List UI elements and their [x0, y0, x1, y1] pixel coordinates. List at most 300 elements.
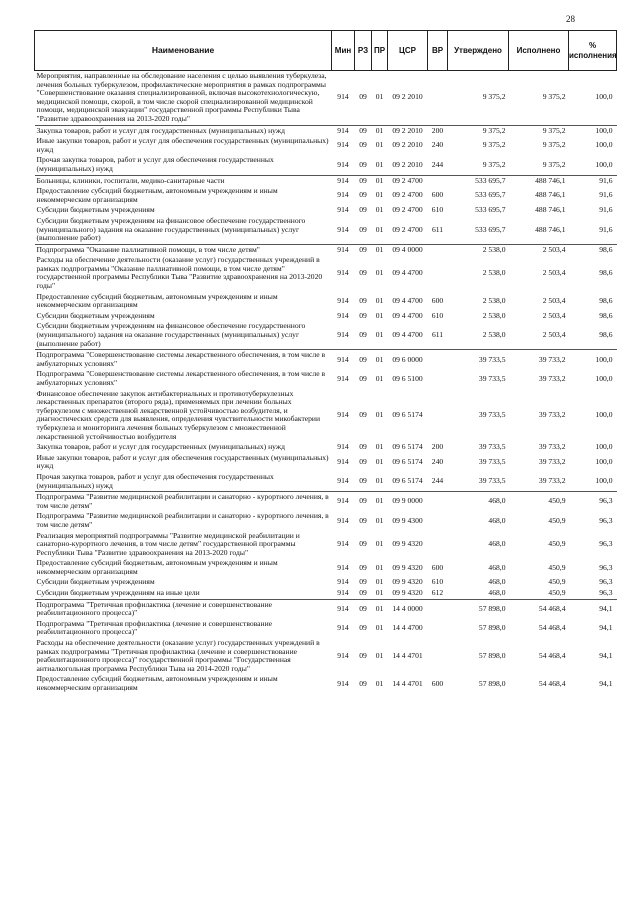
table-row	[35, 577, 617, 588]
row-name: Подпрограмма "Третичная профилактика (лечение и совершенствование реабилитационного процесса)"	[35, 599, 332, 619]
row-executed: 39 733,2	[538, 457, 566, 467]
row-pr: 01	[375, 373, 384, 383]
row-approved: 9 375,2	[482, 92, 506, 102]
row-approved: 57 898,0	[478, 650, 506, 660]
table-row	[35, 369, 617, 388]
row-executed: 450,9	[548, 539, 566, 549]
row-percent: 98,6	[569, 244, 617, 255]
row-name: Иные закупки товаров, работ и услуг для обеспечения государственных (муниципальных) нужд	[36, 452, 329, 471]
row-vr: 240	[431, 457, 444, 467]
table-row	[35, 175, 617, 186]
row-pr: 01	[375, 476, 384, 486]
row-name: Расходы на обеспечение деятельности (оказание услуг) государственных учреждений в рамках подпрограммы "Оказание паллиативной помощи, в том числе детям" государственной программы Республики Тыва "Развитие здравоохранения на 2013-2020 годы"	[36, 255, 323, 291]
table-row	[35, 311, 617, 322]
row-min: 914	[337, 678, 349, 688]
row-name: Финансовое обеспечение закупок антибактериальных и противотуберкулезных лекарственных препаратов (второго ряда), применяемых при лечении больных туберкулезом с множественной лекарственной устойчивостью возбудителя, и диагностических средств для выявления, определения чувствительности микобактерии туберкулеза и мониторинга лечения больных туберкулезом с множественной лекарственной устойчивостью возбудителя	[36, 388, 321, 441]
row-pr: 01	[375, 310, 384, 320]
row-vr: 600	[431, 190, 444, 200]
row-executed: 2 503,4	[509, 244, 569, 255]
row-pr: 01	[372, 125, 388, 136]
row-rz: 09	[359, 330, 367, 340]
row-percent: 91,6	[569, 175, 617, 186]
row-percent: 98,6	[599, 330, 613, 340]
row-name: Предоставление субсидий бюджетным, автономным учреждениям и иным некоммерческим организациям	[36, 674, 278, 692]
row-rz: 09	[359, 268, 367, 278]
row-csr: 09 9 0000	[388, 492, 428, 512]
row-min: 914	[337, 330, 349, 340]
row-vr	[428, 511, 448, 530]
row-min: 914	[337, 310, 349, 320]
row-rz: 09	[359, 295, 367, 305]
row-rz: 09	[355, 244, 372, 255]
row-name: Иные закупки товаров, работ и услуг для обеспечения государственных (муниципальных) нужд	[36, 136, 329, 154]
row-rz: 09	[359, 562, 367, 572]
row-percent: 100,0	[595, 410, 613, 420]
row-rz: 09	[359, 476, 367, 486]
row-approved: 39 733,5	[478, 476, 506, 486]
row-approved: 2 538,0	[482, 295, 506, 305]
row-percent: 100,0	[595, 476, 613, 486]
table-row	[35, 619, 617, 638]
row-executed: 2 503,4	[542, 268, 566, 278]
row-csr: 09 9 4300	[392, 515, 423, 525]
row-csr: 09 9 4320	[392, 577, 423, 587]
row-min: 914	[337, 623, 349, 633]
row-name: Подпрограмма "Развитие медицинской реабилитации и санаторно - курортного лечения, в том числе детям"	[36, 511, 329, 529]
row-min: 914	[332, 599, 355, 619]
row-pr: 01	[375, 623, 384, 633]
row-csr: 09 2 4700	[392, 205, 423, 215]
table-row	[35, 453, 617, 472]
row-csr: 09 6 5174	[392, 457, 423, 467]
row-vr: 600	[431, 295, 444, 305]
row-min: 914	[337, 205, 349, 215]
row-approved: 468,0	[488, 577, 506, 587]
row-percent: 94,1	[569, 599, 617, 619]
row-csr: 09 9 4320	[392, 588, 423, 598]
row-name: Субсидии бюджетным учреждениям на иные цели	[36, 588, 200, 598]
row-min: 914	[337, 562, 349, 572]
row-pr: 01	[375, 562, 384, 572]
row-vr: 600	[431, 678, 444, 688]
row-min: 914	[332, 492, 355, 512]
row-rz: 09	[355, 350, 372, 370]
row-percent: 96,3	[599, 539, 613, 549]
row-name: Субсидии бюджетным учреждениям	[36, 310, 155, 320]
row-name: Мероприятия, направленные на обследование населения с целью выявления туберкулеза, лечения больных туберкулезом, профилактические мероприятия в рамках подпрограммы "Совершенствование оказания специализированной, включая высокотехнологическую, медицинской помощи, скорой, в том числе скорой специализированной медицинской помощи, медицинской эвакуации" государственной программы Республики Тыва "Развитие здравоохранения на 2013-2020 годы"	[36, 71, 327, 123]
row-min: 914	[337, 457, 349, 467]
row-percent: 91,6	[599, 205, 613, 215]
row-approved: 468,0	[488, 588, 506, 598]
row-min: 914	[337, 650, 349, 660]
row-pr: 01	[375, 442, 384, 452]
row-rz: 09	[359, 310, 367, 320]
table-row	[35, 511, 617, 530]
table-row	[35, 186, 617, 205]
row-name: Реализация мероприятий подпрограммы "Развитие медицинской реабилитации и санаторно-курортного лечения, в том числе детям" государственной программы Республики Тыва "Развитие здравоохранения на 2013-2020 годы"	[36, 530, 300, 557]
row-rz: 09	[355, 125, 372, 136]
row-percent: 100,0	[595, 159, 613, 169]
row-csr: 09 4 0000	[388, 244, 428, 255]
row-percent: 96,3	[599, 515, 613, 525]
row-pr: 01	[375, 295, 384, 305]
row-rz: 09	[355, 492, 372, 512]
row-csr: 09 9 4320	[392, 539, 423, 549]
row-min: 914	[337, 140, 349, 150]
row-vr	[428, 599, 448, 619]
row-rz: 09	[359, 577, 367, 587]
row-executed: 39 733,2	[538, 373, 566, 383]
row-approved: 2 538,0	[482, 330, 506, 340]
row-pr: 01	[375, 577, 384, 587]
row-approved: 533 695,7	[475, 205, 506, 215]
table-row	[35, 125, 617, 136]
row-vr: 200	[431, 442, 444, 452]
row-rz: 09	[359, 205, 367, 215]
row-approved: 57 898,0	[478, 678, 506, 688]
table-row	[35, 292, 617, 311]
table-row	[35, 531, 617, 559]
row-vr	[428, 389, 448, 443]
header-rz: РЗ	[355, 31, 372, 71]
row-pr: 01	[375, 140, 384, 150]
table-row	[35, 350, 617, 370]
row-executed: 9 375,2	[542, 140, 566, 150]
row-approved: 57 898,0	[478, 623, 506, 633]
row-csr: 09 4 4700	[392, 295, 423, 305]
header-pr: ПР	[372, 31, 388, 71]
row-percent: 96,3	[599, 562, 613, 572]
header-min: Мин	[332, 31, 355, 71]
row-name: Субсидии бюджетным учреждениям	[36, 577, 155, 587]
row-pr: 01	[375, 588, 384, 598]
row-vr: 600	[431, 562, 444, 572]
row-csr: 09 6 5174	[392, 410, 423, 420]
row-approved: 533 695,7	[448, 175, 509, 186]
row-executed: 488 746,1	[535, 190, 566, 200]
row-min: 914	[337, 442, 349, 452]
table-body	[35, 71, 617, 694]
table-row	[35, 244, 617, 255]
row-executed: 2 503,4	[542, 295, 566, 305]
row-percent: 94,1	[599, 623, 613, 633]
row-approved: 9 375,2	[448, 125, 509, 136]
row-pr: 01	[375, 190, 384, 200]
row-rz: 09	[355, 599, 372, 619]
row-pr: 01	[375, 410, 384, 420]
row-name: Подпрограмма "Развитие медицинской реабилитации и санаторно - курортного лечения, в том числе детям"	[35, 492, 332, 512]
row-min: 914	[337, 476, 349, 486]
row-csr: 09 2 2010	[392, 159, 423, 169]
row-approved: 468,0	[448, 492, 509, 512]
row-executed: 450,9	[548, 577, 566, 587]
row-percent: 94,1	[599, 650, 613, 660]
row-approved: 39 733,5	[478, 410, 506, 420]
row-percent: 100,0	[569, 125, 617, 136]
row-min: 914	[332, 175, 355, 186]
row-csr: 14 4 4701	[392, 650, 423, 660]
row-vr: 244	[431, 476, 444, 486]
row-rz: 09	[359, 410, 367, 420]
table-row	[35, 136, 617, 155]
row-executed: 488 746,1	[509, 175, 569, 186]
row-executed: 39 733,2	[538, 442, 566, 452]
row-percent: 91,6	[599, 224, 613, 234]
row-executed: 54 468,4	[509, 599, 569, 619]
table-row	[35, 71, 617, 126]
table-row	[35, 155, 617, 175]
row-min: 914	[332, 350, 355, 370]
row-name: Подпрограмма "Третичная профилактика (лечение и совершенствование реабилитационного процесса)"	[36, 618, 273, 637]
table-row	[35, 674, 617, 693]
row-csr: 09 2 4700	[392, 190, 423, 200]
row-vr: 200	[428, 125, 448, 136]
row-pr: 01	[375, 224, 384, 234]
row-min: 914	[332, 125, 355, 136]
row-name: Прочая закупка товаров, работ и услуг для обеспечения государственных (муниципальных) нужд	[36, 471, 274, 490]
row-approved: 39 733,5	[448, 350, 509, 370]
row-min: 914	[337, 515, 349, 525]
row-rz: 09	[359, 515, 367, 525]
row-vr	[428, 531, 448, 559]
row-percent: 96,3	[599, 588, 613, 598]
row-csr: 14 4 4700	[392, 623, 423, 633]
row-csr: 09 6 5174	[392, 442, 423, 452]
row-rz: 09	[359, 623, 367, 633]
row-percent: 100,0	[595, 373, 613, 383]
row-min: 914	[337, 577, 349, 587]
row-min: 914	[337, 92, 349, 102]
header-csr: ЦСР	[388, 31, 428, 71]
row-pr: 01	[375, 457, 384, 467]
row-approved: 533 695,7	[475, 190, 506, 200]
row-executed: 488 746,1	[535, 205, 566, 215]
row-approved: 468,0	[488, 539, 506, 549]
row-vr	[428, 71, 448, 126]
row-executed: 54 468,4	[538, 678, 566, 688]
page-number: 28	[566, 14, 575, 24]
row-vr: 610	[431, 205, 444, 215]
row-approved: 468,0	[488, 515, 506, 525]
row-csr: 09 6 0000	[388, 350, 428, 370]
row-pr: 01	[375, 205, 384, 215]
row-rz: 09	[359, 539, 367, 549]
row-approved: 39 733,5	[478, 457, 506, 467]
row-rz: 09	[359, 457, 367, 467]
row-executed: 450,9	[548, 562, 566, 572]
row-executed: 9 375,2	[542, 159, 566, 169]
row-approved: 2 538,0	[482, 310, 506, 320]
row-name: Подпрограмма "Оказание паллиативной помощи, в том числе детям"	[35, 244, 332, 255]
row-percent: 100,0	[595, 457, 613, 467]
row-csr: 09 6 5100	[392, 373, 423, 383]
row-vr	[428, 350, 448, 370]
row-percent: 100,0	[595, 140, 613, 150]
row-vr: 244	[431, 159, 444, 169]
row-min: 914	[337, 159, 349, 169]
row-name: Расходы на обеспечение деятельности (оказание услуг) государственных учреждений в рамках подпрограммы "Третичная профилактика (лечение и совершенствование реабилитационного процесса)" государственной программы "Государственная антиалкогольная программа Республики Тыва на 2014-2020 годы"	[36, 638, 320, 673]
row-pr: 01	[372, 599, 388, 619]
row-pr: 01	[375, 330, 384, 340]
row-min: 914	[332, 244, 355, 255]
row-vr	[428, 244, 448, 255]
row-vr: 611	[431, 330, 444, 340]
table-row	[35, 255, 617, 291]
row-approved: 533 695,7	[475, 224, 506, 234]
row-min: 914	[337, 539, 349, 549]
row-min: 914	[337, 588, 349, 598]
row-pr: 01	[375, 92, 384, 102]
row-executed: 450,9	[509, 492, 569, 512]
row-pr: 01	[375, 539, 384, 549]
row-executed: 2 503,4	[542, 330, 566, 340]
row-name: Подпрограмма "Совершенствование системы лекарственного обеспечения, в том числе в амбулаторных условиях"	[35, 350, 332, 370]
row-percent: 100,0	[569, 350, 617, 370]
row-executed: 39 733,2	[538, 410, 566, 420]
table-row	[35, 492, 617, 512]
table-row	[35, 588, 617, 599]
row-csr: 14 4 0000	[388, 599, 428, 619]
row-executed: 488 746,1	[535, 224, 566, 234]
row-percent: 98,6	[599, 310, 613, 320]
row-name: Закупка товаров, работ и услуг для государственных (муниципальных) нужд	[36, 442, 285, 452]
row-rz: 09	[359, 373, 367, 383]
row-csr: 14 4 4701	[392, 678, 423, 688]
row-approved: 39 733,5	[478, 373, 506, 383]
row-rz: 09	[359, 678, 367, 688]
row-vr: 240	[431, 140, 444, 150]
row-percent: 98,6	[599, 295, 613, 305]
row-percent: 100,0	[595, 442, 613, 452]
row-executed: 9 375,2	[542, 92, 566, 102]
row-name: Закупка товаров, работ и услуг для государственных (муниципальных) нужд	[35, 125, 332, 136]
row-min: 914	[337, 190, 349, 200]
table-header-row	[35, 31, 617, 71]
row-executed: 54 468,4	[538, 650, 566, 660]
row-csr: 09 2 4700	[388, 175, 428, 186]
row-pr: 01	[375, 678, 384, 688]
row-percent: 91,6	[599, 190, 613, 200]
row-name: Предоставление субсидий бюджетным, автономным учреждениям и иным некоммерческим организациям	[36, 558, 278, 576]
row-vr	[428, 369, 448, 388]
row-vr	[428, 492, 448, 512]
row-min: 914	[337, 295, 349, 305]
row-vr	[428, 619, 448, 638]
row-vr: 610	[431, 577, 444, 587]
table-row	[35, 321, 617, 349]
row-approved: 2 538,0	[482, 268, 506, 278]
row-csr: 09 2 4700	[392, 224, 423, 234]
row-name: Предоставление субсидий бюджетным, автономным учреждениям и иным некоммерческим организациям	[36, 186, 278, 204]
table-row	[35, 472, 617, 492]
table-row	[35, 599, 617, 619]
row-pr: 01	[375, 268, 384, 278]
row-name: Субсидии бюджетным учреждениям	[36, 205, 155, 215]
row-csr: 09 4 4700	[392, 310, 423, 320]
row-min: 914	[337, 268, 349, 278]
row-name: Предоставление субсидий бюджетным, автономным учреждениям и иным некоммерческим организациям	[36, 291, 278, 310]
header-approved: Утверждено	[448, 31, 509, 71]
row-csr: 09 9 4320	[392, 562, 423, 572]
budget-table	[34, 30, 617, 694]
row-rz: 09	[355, 175, 372, 186]
row-approved: 468,0	[488, 562, 506, 572]
table-row	[35, 638, 617, 674]
row-csr: 09 2 2010	[392, 92, 423, 102]
row-csr: 09 4 4700	[392, 268, 423, 278]
row-csr: 09 4 4700	[392, 330, 423, 340]
row-name: Субсидии бюджетным учреждениям на финансовое обеспечение государственного (муниципального) задания на оказание государственных (муниципальных) услуг (выполнение работ)	[36, 321, 306, 348]
row-vr: 611	[431, 224, 444, 234]
row-pr: 01	[375, 650, 384, 660]
row-rz: 09	[359, 92, 367, 102]
row-percent: 96,3	[599, 577, 613, 587]
row-name: Больницы, клиники, госпитали, медико-санитарные части	[35, 175, 332, 186]
row-pr: 01	[375, 515, 384, 525]
table-row	[35, 216, 617, 244]
row-pr: 01	[372, 350, 388, 370]
row-vr	[428, 175, 448, 186]
header-name: Наименование	[35, 31, 332, 71]
row-executed: 9 375,2	[509, 125, 569, 136]
row-approved: 2 538,0	[448, 244, 509, 255]
row-percent: 100,0	[595, 92, 613, 102]
table-row	[35, 205, 617, 216]
table-row	[35, 442, 617, 453]
row-executed: 54 468,4	[538, 623, 566, 633]
row-vr: 610	[431, 310, 444, 320]
row-approved: 39 733,5	[478, 442, 506, 452]
row-rz: 09	[359, 159, 367, 169]
row-min: 914	[337, 373, 349, 383]
row-name: Прочая закупка товаров, работ и услуг для обеспечения государственных (муниципальных) нужд	[36, 155, 274, 173]
row-pr: 01	[372, 175, 388, 186]
row-executed: 39 733,2	[538, 476, 566, 486]
row-rz: 09	[359, 442, 367, 452]
row-csr: 09 2 2010	[388, 125, 428, 136]
row-vr	[428, 255, 448, 291]
row-min: 914	[337, 224, 349, 234]
row-executed: 2 503,4	[542, 310, 566, 320]
row-vr	[428, 638, 448, 674]
row-executed: 450,9	[548, 588, 566, 598]
row-pr: 01	[372, 492, 388, 512]
row-executed: 450,9	[548, 515, 566, 525]
row-name: Подпрограмма "Совершенствование системы лекарственного обеспечения, в том числе в амбулаторных условиях"	[36, 369, 326, 387]
row-rz: 09	[359, 650, 367, 660]
row-csr: 09 6 5174	[392, 476, 423, 486]
row-percent: 98,6	[599, 268, 613, 278]
row-pr: 01	[372, 244, 388, 255]
row-approved: 57 898,0	[448, 599, 509, 619]
table-row	[35, 389, 617, 443]
row-executed: 39 733,2	[509, 350, 569, 370]
table-row	[35, 558, 617, 577]
row-rz: 09	[359, 224, 367, 234]
row-percent: 94,1	[599, 678, 613, 688]
row-percent: 96,3	[569, 492, 617, 512]
row-name: Субсидии бюджетным учреждениям на финансовое обеспечение государственного (муниципального) задания на оказание государственных (муниципальных) услуг (выполнение работ)	[36, 215, 306, 243]
row-rz: 09	[359, 190, 367, 200]
row-csr: 09 2 2010	[392, 140, 423, 150]
row-vr: 612	[431, 588, 444, 598]
header-percent: % исполнения	[569, 31, 617, 71]
header-executed: Исполнено	[509, 31, 569, 71]
row-min: 914	[337, 410, 349, 420]
row-rz: 09	[359, 140, 367, 150]
row-pr: 01	[375, 159, 384, 169]
header-vr: ВР	[428, 31, 448, 71]
